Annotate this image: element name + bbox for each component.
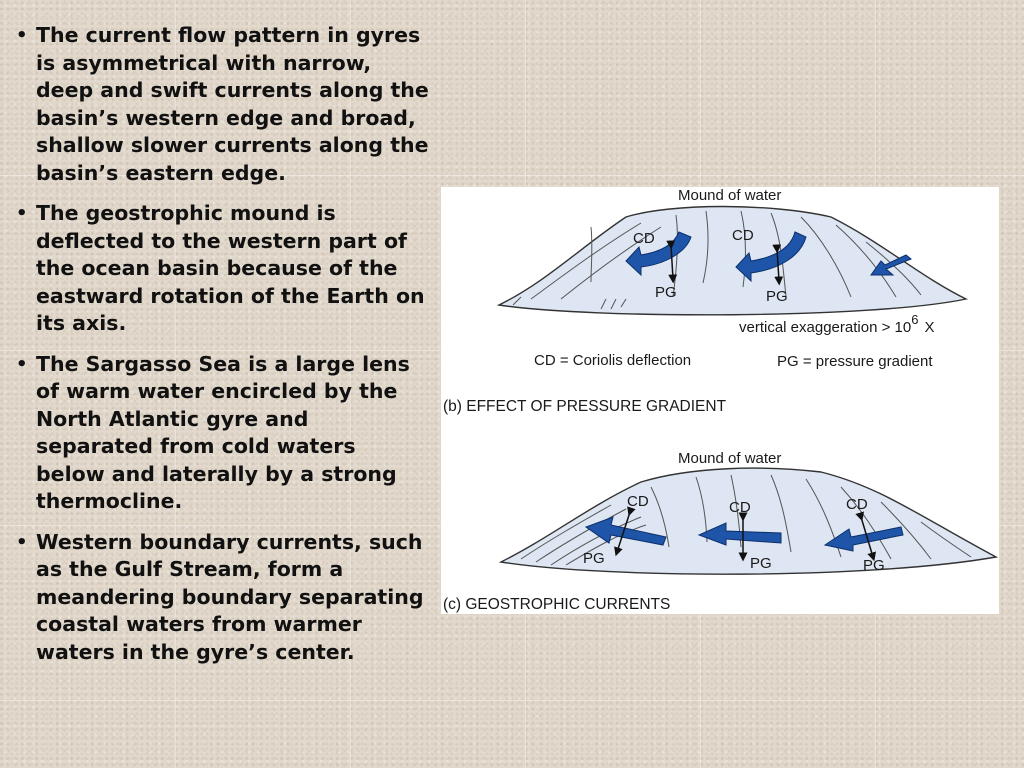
figure-svg [441,187,999,614]
mound-label: Mound of water [678,450,782,467]
bullet-item [10,529,430,667]
legend-coriolis: CD = Coriolis deflection [534,352,692,369]
legend-pressure-gradient: PG = pressure gradient [777,353,933,370]
cd-label: CD [732,227,754,244]
bullet-text: The geostrophic mound is deflected to the western part of the ocean basin because of the eastward rotation of the Earth on its axis. [36,201,425,335]
cd-label: CD [729,499,751,516]
bullet-text: The current flow pattern in gyres is asymmetrical with narrow, deep and swift currents along the basin’s western edge and broad, shallow slower currents along the basin’s eastern edge. [36,23,429,185]
panel-b-caption: (b) EFFECT OF PRESSURE GRADIENT [443,398,727,415]
pg-label: PG [863,557,885,574]
mound-label: Mound of water [678,187,782,204]
panel-c-caption: (c) GEOSTROPHIC CURRENTS [443,596,671,613]
cd-label: CD [633,230,655,247]
mound-shape [501,468,996,574]
bullet-marker: • [16,25,28,46]
pg-label: PG [655,284,677,301]
bullet-marker: • [16,531,28,553]
pg-label: PG [766,288,788,305]
bullet-marker: • [16,203,28,224]
bullet-item [10,22,430,187]
vertical-exaggeration-label: vertical exaggeration > 106 X [739,312,935,336]
background-gridline [0,700,1024,701]
ocean-gyre-figure [441,187,999,614]
bullet-item [10,351,430,516]
cd-label: CD [627,493,649,510]
pg-label: PG [583,550,605,567]
panel-b-effect-of-pressure-gradient [443,187,966,415]
bullet-list [10,22,430,679]
bullet-marker: • [16,353,28,375]
panel-c-geostrophic-currents [443,450,996,613]
bullet-text: The Sargasso Sea is a large lens of warm water encircled by the North Atlantic gyre and separated from cold waters below and laterally by a strong thermocline. [36,351,410,513]
cd-label: CD [846,496,868,513]
bullet-text: Western boundary currents, such as the Gulf Stream, form a meandering boundary separating coastal waters from warmer waters in the gyre’s center. [36,529,424,664]
bullet-item [10,200,430,338]
pg-label: PG [750,555,772,572]
